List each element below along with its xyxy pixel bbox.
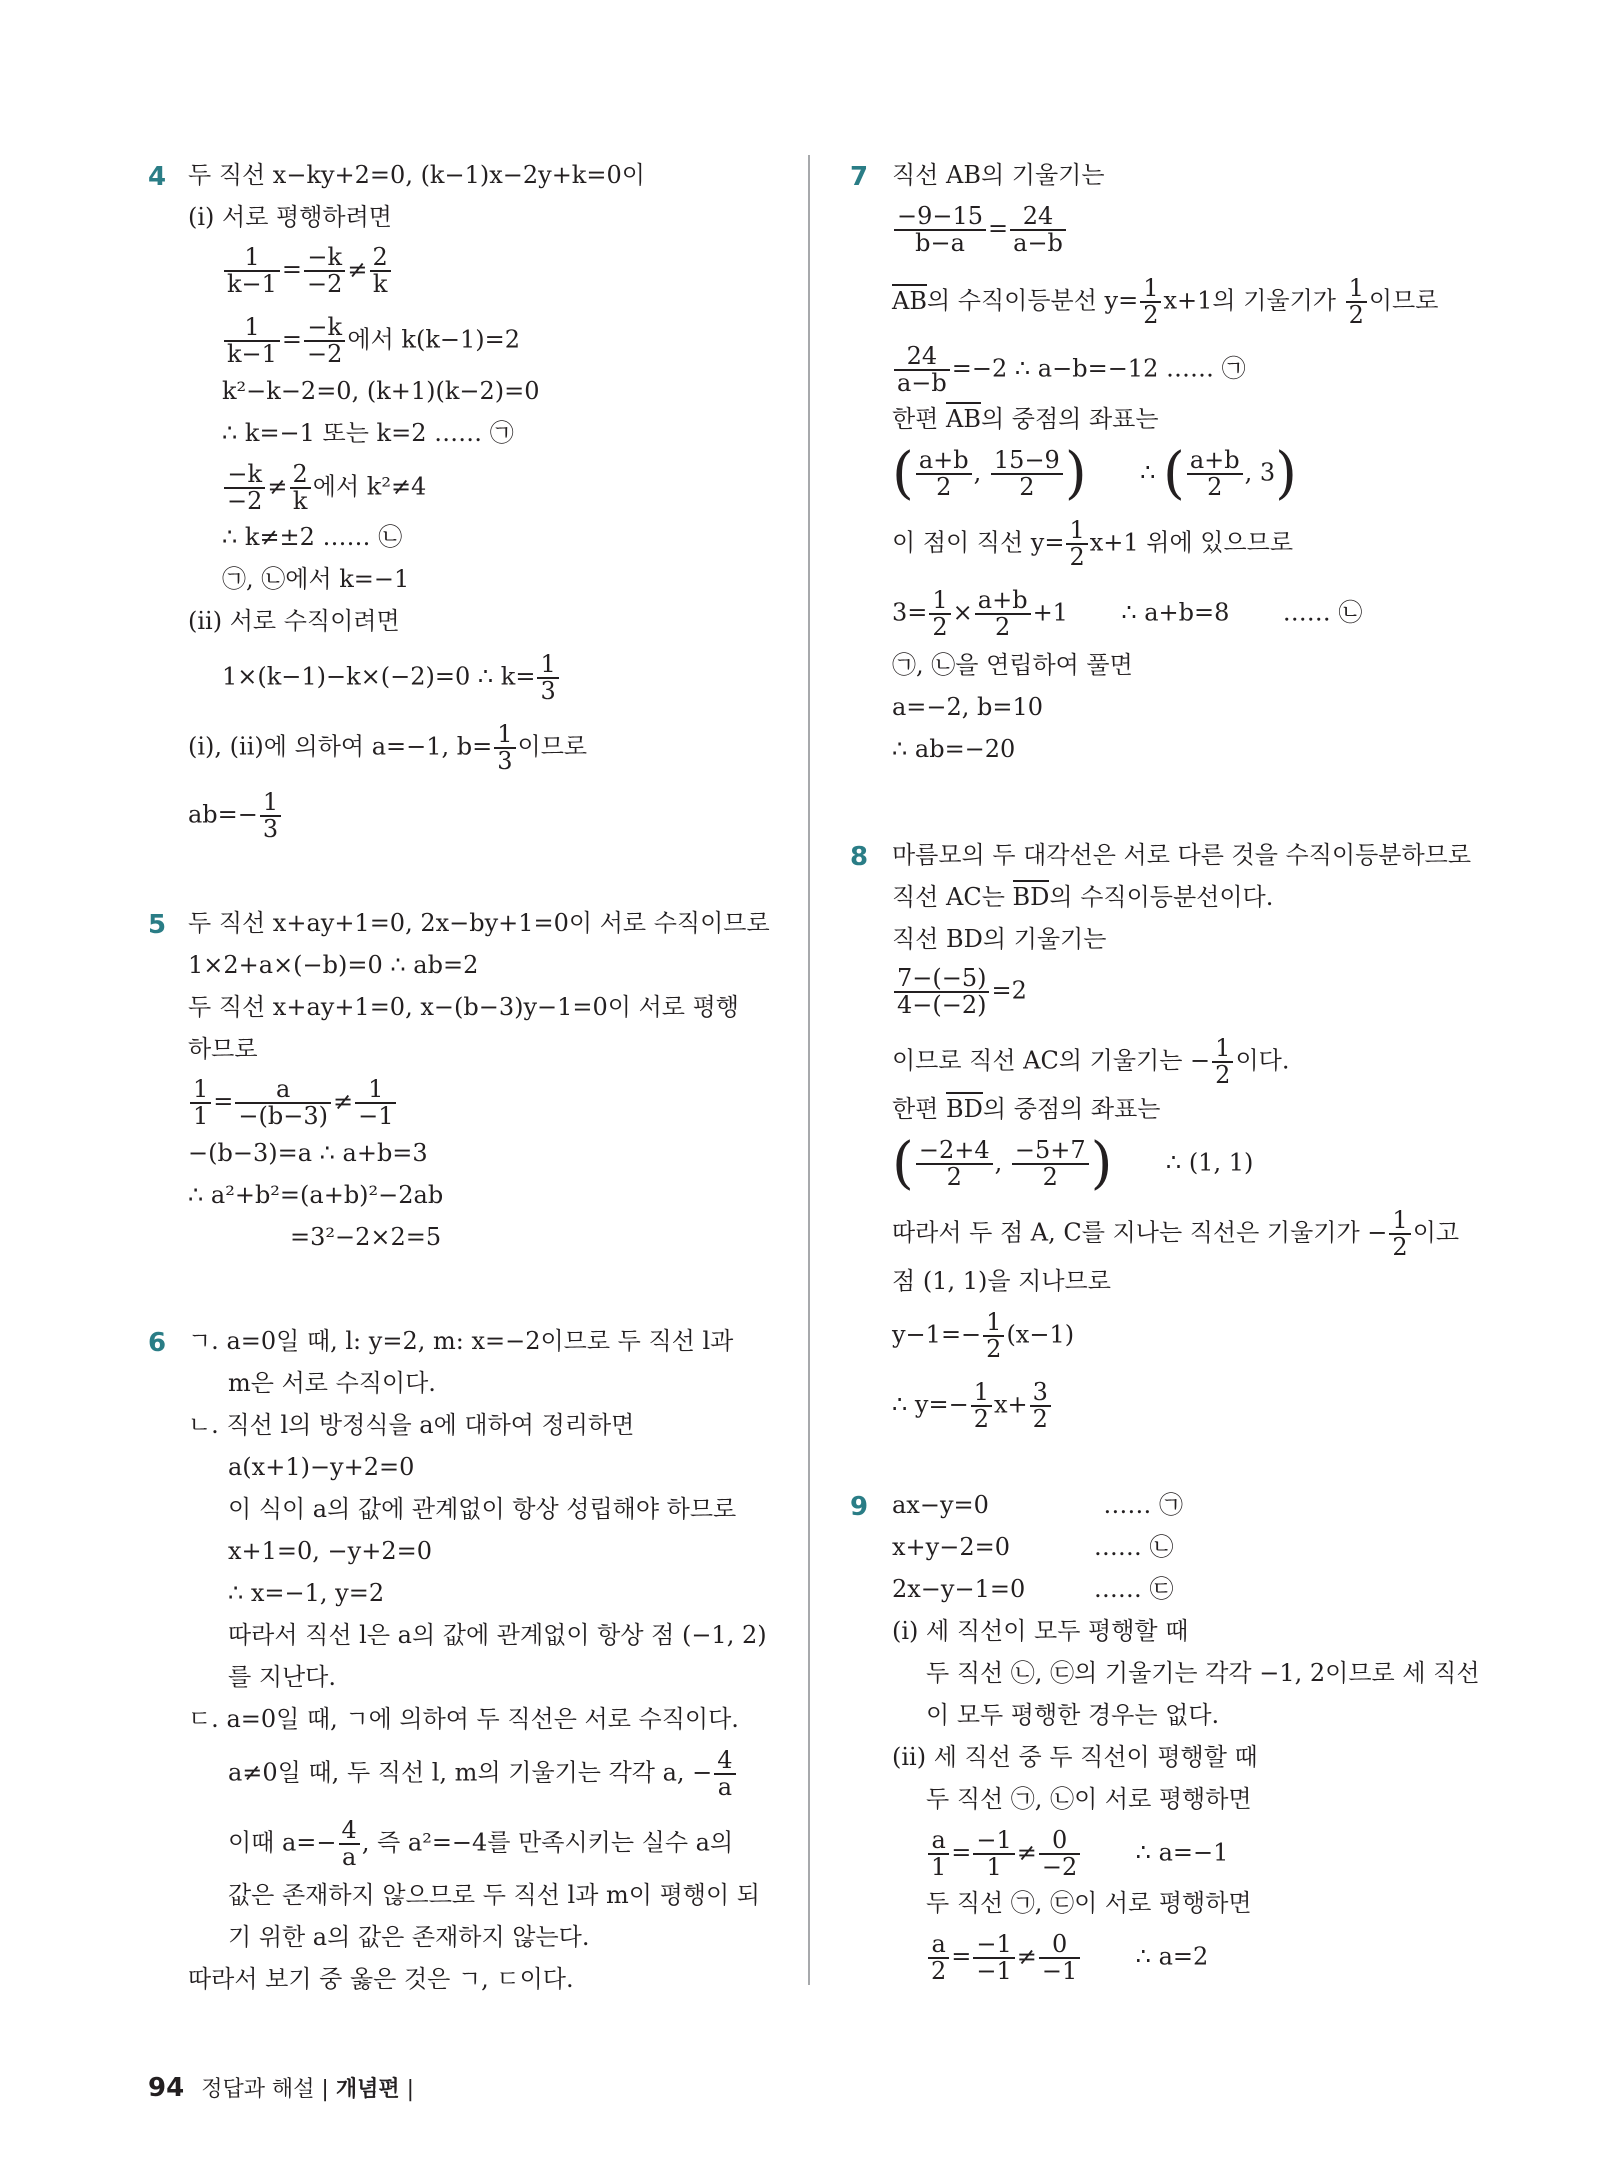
problem-number-4: 4: [148, 162, 167, 192]
p4-line-4: $\frac{1}{k-1}$ = $\frac{-k}{-2}$ 에서 k(k−1)=2: [222, 315, 520, 367]
p8-line-5: 이므로 직선 AC의 기울기는 − $\frac{1}{2}$ 이다.: [892, 1034, 1290, 1090]
fraction: $\frac{-k}{-2}$: [304, 315, 345, 367]
p8-line-4: $\frac{7-(-5)}{4-(-2)}$ =2: [892, 966, 1027, 1018]
fraction: $\frac{-9-15}{b-a}$: [894, 204, 986, 256]
fraction: $\frac{4}{a}$: [339, 1818, 360, 1870]
p4-line-10: (ii) 서로 수직이려면: [188, 607, 400, 635]
fraction: $\frac{1}{k-1}$: [224, 245, 280, 297]
p9-line-3: 2x−y−1=0 …… ㉢: [892, 1575, 1174, 1603]
p6-line-11: a≠0일 때, 두 직선 l, m의 기울기는 각각 a, − $\frac{4}{a}$: [228, 1748, 738, 1800]
p5-line-2: 1×2+a×(−b)=0 ∴ ab=2: [188, 951, 479, 979]
fraction: $\frac{-k}{-2}$: [304, 245, 345, 297]
fraction: $\frac{-1}{1}$: [973, 1828, 1014, 1880]
p4-line-12: (i), (ii)에 의하여 a=−1, b= $\frac{1}{3}$ 이므로: [188, 720, 588, 776]
p5-line-3: 두 직선 x+ay+1=0, x−(b−3)y−1=0이 서로 평행: [188, 993, 739, 1021]
problem-number-9: 9: [850, 1492, 869, 1522]
p8-line-7: ( $\frac{-2+4}{2}$ , $\frac{-5+7}{2}$ ) ∴ (1, 1): [892, 1131, 1254, 1197]
fraction: $\frac{a}{-(b-3)}$: [235, 1077, 331, 1129]
p6-line-4: a(x+1)−y+2=0: [228, 1453, 415, 1481]
p4-line-9: ㉠, ㉡에서 k=−1: [222, 565, 410, 593]
p7-line-4: $\frac{24}{a-b}$ =−2 ∴ a−b=−12 …… ㉠: [892, 344, 1246, 396]
fraction: $\frac{a+b}{2}$: [975, 588, 1031, 640]
p9-line-9: $\frac{a}{1}$ = $\frac{-1}{1}$ ≠ $\frac{0}{-2}$ ∴ a=−1: [926, 1828, 1228, 1880]
p4-line-6: ∴ k=−1 또는 k=2 …… ㉠: [222, 419, 514, 447]
fraction: $\frac{7-(-5)}{4-(-2)}$: [894, 966, 989, 1018]
p5-line-8: =3²−2×2=5: [290, 1223, 442, 1251]
p7-line-11: ∴ ab=−20: [892, 735, 1016, 763]
p7-line-2: $\frac{-9-15}{b-a}$ = $\frac{24}{a-b}$: [892, 204, 1068, 256]
fraction: $\frac{a}{1}$: [928, 1828, 949, 1880]
problem-number-7: 7: [850, 162, 869, 192]
fraction: $\frac{24}{a-b}$: [894, 344, 950, 396]
p8-line-10: y−1=− $\frac{1}{2}$ (x−1): [892, 1308, 1075, 1364]
p4-line-7: $\frac{-k}{-2}$ ≠ $\frac{2}{k}$ 에서 k²≠4: [222, 462, 426, 514]
p9-line-5: 두 직선 ㉡, ㉢의 기울기는 각각 −1, 2이므로 세 직선: [926, 1659, 1480, 1687]
fraction: $\frac{1}{2}$: [929, 588, 950, 640]
p5-line-1: 두 직선 x+ay+1=0, 2x−by+1=0이 서로 수직이므로: [188, 909, 770, 937]
section-name: 개념편: [335, 2077, 400, 2102]
p7-line-10: a=−2, b=10: [892, 693, 1044, 721]
p9-line-11: $\frac{a}{2}$ = $\frac{-1}{-1}$ ≠ $\frac{0}{-1}$ ∴ a=2: [926, 1932, 1208, 1984]
book-title: 정답과 해설 |: [201, 2077, 329, 2102]
fraction: $\frac{-1}{-1}$: [973, 1932, 1014, 1984]
p4-line-11: 1×(k−1)−k×(−2)=0 ∴ k= $\frac{1}{3}$: [222, 652, 561, 704]
p6-line-5: 이 식이 a의 값에 관계없이 항상 성립해야 하므로: [228, 1495, 737, 1523]
fraction: $\frac{1}{2}$: [1346, 276, 1367, 328]
p7-line-7: 이 점이 직선 y= $\frac{1}{2}$ x+1 위에 있으므로: [892, 516, 1294, 572]
p9-line-4: (i) 세 직선이 모두 평행할 때: [892, 1617, 1189, 1645]
fraction: $\frac{1}{k-1}$: [224, 315, 280, 367]
p8-line-2: 직선 AC는 BD의 수직이등분선이다.: [892, 882, 1273, 912]
p4-line-13: ab=− $\frac{1}{3}$: [188, 790, 283, 842]
fraction: $\frac{-k}{-2}$: [224, 462, 265, 514]
fraction: $\frac{1}{2}$: [983, 1310, 1004, 1362]
left-column: [0, 0, 800, 2166]
problem-number-5: 5: [148, 910, 167, 940]
p9-line-6: 이 모두 평행한 경우는 없다.: [926, 1701, 1220, 1729]
p6-line-10: ㄷ. a=0일 때, ㄱ에 의하여 두 직선은 서로 수직이다.: [188, 1705, 739, 1733]
p5-line-6: −(b−3)=a ∴ a+b=3: [188, 1139, 428, 1167]
p5-line-4: 하므로: [188, 1035, 258, 1063]
fraction: $\frac{15-9}{2}$: [991, 448, 1063, 500]
p8-line-3: 직선 BD의 기울기는: [892, 925, 1107, 953]
right-column: [808, 0, 1615, 2166]
fraction: $\frac{1}{2}$: [971, 1380, 992, 1432]
p6-line-1: ㄱ. a=0일 때, l: y=2, m: x=−2이므로 두 직선 l과: [188, 1327, 734, 1355]
p9-line-2: x+y−2=0 …… ㉡: [892, 1533, 1174, 1561]
page-footer: [148, 2072, 414, 2103]
p6-line-13: 값은 존재하지 않으므로 두 직선 l과 m이 평행이 되: [228, 1881, 760, 1909]
p8-line-1: 마름모의 두 대각선은 서로 다른 것을 수직이등분하므로: [892, 841, 1472, 869]
fraction: $\frac{1}{2}$: [1066, 518, 1087, 570]
fraction: $\frac{1}{3}$: [537, 652, 558, 704]
p8-line-8: 따라서 두 점 A, C를 지나는 직선은 기울기가 − $\frac{1}{2}$ 이고: [892, 1206, 1460, 1262]
p6-line-9: 를 지난다.: [228, 1663, 336, 1691]
fraction: $\frac{1}{2}$: [1389, 1208, 1410, 1260]
p4-line-1: 두 직선 x−ky+2=0, (k−1)x−2y+k=0이: [188, 161, 645, 189]
footer-bar: |: [406, 2077, 415, 2102]
fraction: $\frac{1}{2}$: [1140, 276, 1161, 328]
p9-line-10: 두 직선 ㉠, ㉢이 서로 평행하면: [926, 1889, 1252, 1917]
fraction: $\frac{-2+4}{2}$: [916, 1138, 993, 1190]
p9-line-1: ax−y=0 …… ㉠: [892, 1491, 1183, 1519]
p6-line-12: 이때 a=− $\frac{4}{a}$ , 즉 a²=−4를 만족시키는 실수 a의: [228, 1816, 734, 1872]
p6-line-14: 기 위한 a의 값은 존재하지 않는다.: [228, 1923, 590, 1951]
p6-line-3: ㄴ. 직선 l의 방정식을 a에 대하여 정리하면: [188, 1411, 635, 1439]
p4-line-8: ∴ k≠±2 …… ㉡: [222, 523, 403, 551]
p7-line-5: 한편 AB의 중점의 좌표는: [892, 404, 1159, 434]
fraction: $\frac{0}{-1}$: [1039, 1932, 1080, 1984]
fraction: $\frac{0}{-2}$: [1039, 1828, 1080, 1880]
p8-line-9: 점 (1, 1)을 지나므로: [892, 1267, 1111, 1295]
p7-line-1: 직선 AB의 기울기는: [892, 161, 1105, 189]
problem-number-6: 6: [148, 1328, 167, 1358]
page-number: 94: [148, 2073, 185, 2103]
fraction: $\frac{a}{2}$: [928, 1932, 949, 1984]
p7-line-8: 3= $\frac{1}{2}$ × $\frac{a+b}{2}$ +1 ∴ a+b=8 …… ㉡: [892, 586, 1363, 642]
fraction: $\frac{1}{3}$: [260, 790, 281, 842]
p8-line-6: 한편 BD의 중점의 좌표는: [892, 1094, 1160, 1124]
fraction: $\frac{1}{2}$: [1212, 1036, 1233, 1088]
fraction: $\frac{1}{-1}$: [355, 1077, 396, 1129]
fraction: $\frac{2}{k}$: [290, 462, 311, 514]
p8-line-11: ∴ y=− $\frac{1}{2}$ x+ $\frac{3}{2}$: [892, 1380, 1053, 1432]
p7-line-9: ㉠, ㉡을 연립하여 풀면: [892, 651, 1133, 679]
p4-line-3: $\frac{1}{k-1}$ = $\frac{-k}{-2}$ ≠ $\frac{2}{k}$: [222, 245, 393, 297]
fraction: $\frac{-5+7}{2}$: [1012, 1138, 1089, 1190]
p4-line-2: (i) 서로 평행하려면: [188, 203, 392, 231]
p6-line-8: 따라서 직선 l은 a의 값에 관계없이 항상 점 (−1, 2): [228, 1621, 767, 1649]
p6-line-7: ∴ x=−1, y=2: [228, 1579, 385, 1607]
p9-line-8: 두 직선 ㉠, ㉡이 서로 평행하면: [926, 1785, 1252, 1813]
p6-line-2: m은 서로 수직이다.: [228, 1369, 436, 1397]
problem-number-8: 8: [850, 842, 869, 872]
p6-line-15: 따라서 보기 중 옳은 것은 ㄱ, ㄷ이다.: [188, 1965, 574, 1993]
p7-line-3: AB의 수직이등분선 y= $\frac{1}{2}$ x+1의 기울기가 $\frac{1}{2}$ 이므로: [892, 274, 1439, 330]
p5-line-7: ∴ a²+b²=(a+b)²−2ab: [188, 1181, 444, 1209]
p6-line-6: x+1=0, −y+2=0: [228, 1537, 432, 1565]
fraction: $\frac{3}{2}$: [1030, 1380, 1051, 1432]
fraction: $\frac{4}{a}$: [714, 1748, 735, 1800]
fraction: $\frac{24}{a-b}$: [1010, 204, 1066, 256]
p9-line-7: (ii) 세 직선 중 두 직선이 평행할 때: [892, 1743, 1258, 1771]
p4-line-5: k²−k−2=0, (k+1)(k−2)=0: [222, 377, 540, 405]
fraction: $\frac{1}{3}$: [494, 722, 515, 774]
p7-line-6: ( $\frac{a+b}{2}$ , $\frac{15-9}{2}$ ) ∴ ( $\frac{a+b}{2}$ , 3): [892, 441, 1298, 507]
fraction: $\frac{a+b}{2}$: [916, 448, 972, 500]
fraction: $\frac{2}{k}$: [370, 245, 391, 297]
p5-line-5: $\frac{1}{1}$ = $\frac{a}{-(b-3)}$ ≠ $\frac{1}{-1}$: [188, 1077, 398, 1129]
fraction: $\frac{a+b}{2}$: [1187, 448, 1243, 500]
fraction: $\frac{1}{1}$: [190, 1077, 211, 1129]
